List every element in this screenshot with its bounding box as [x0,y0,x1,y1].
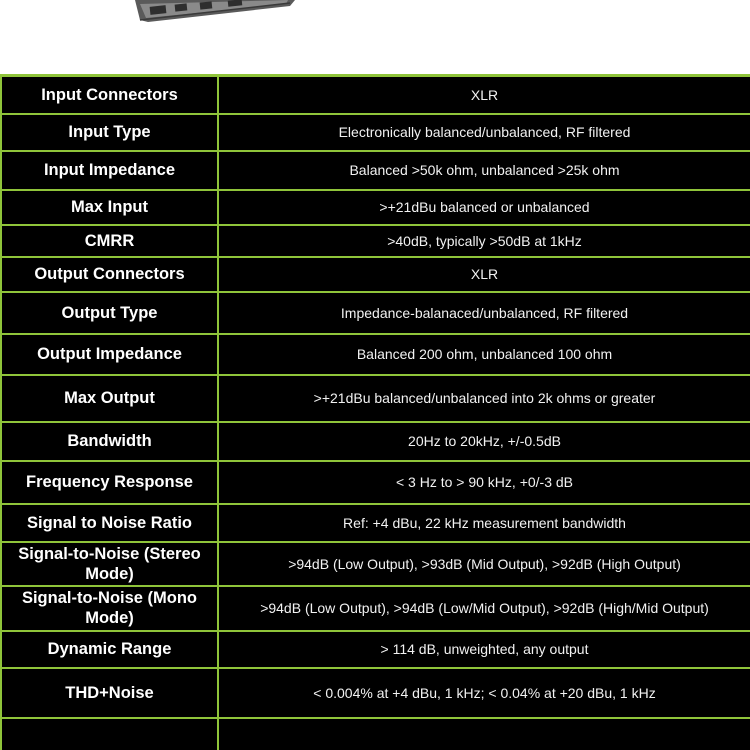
device-photo [0,0,750,30]
spec-value: >+21dBu balanced or unbalanced [218,190,750,225]
spec-label: Dynamic Range [1,631,218,668]
spec-label: Signal to Noise Ratio [1,504,218,542]
spec-label: Output Impedance [1,334,218,375]
spec-label: Signal-to-Noise (Mono Mode) [1,586,218,631]
spec-label: Signal-to-Noise (Stereo Mode) [1,542,218,586]
spec-value: 20Hz to 20kHz, +/-0.5dB [218,422,750,461]
spec-label: CMRR [1,225,218,257]
spec-row-output-impedance [1,334,750,375]
spec-row-partial [1,718,750,750]
spec-value: >40dB, typically >50dB at 1kHz [218,225,750,257]
spec-value: XLR [218,257,750,292]
spec-label: Max Output [1,375,218,422]
spec-row-max-output [1,375,750,422]
spec-value: >94dB (Low Output), >93dB (Mid Output), >92dB (High Output) [218,542,750,586]
spec-row-max-input [1,190,750,225]
spec-row-cmrr [1,225,750,257]
spec-label [1,718,218,750]
spec-value: Electronically balanced/unbalanced, RF filtered [218,114,750,151]
spec-value: Balanced 200 ohm, unbalanced 100 ohm [218,334,750,375]
spec-row-snr-stereo [1,542,750,586]
spec-value: >+21dBu balanced/unbalanced into 2k ohms or greater [218,375,750,422]
spec-row-output-type [1,292,750,334]
spec-value: Balanced >50k ohm, unbalanced >25k ohm [218,151,750,190]
spec-table [0,74,750,750]
spec-row-bandwidth [1,422,750,461]
spec-value [218,718,750,750]
spec-value: >94dB (Low Output), >94dB (Low/Mid Output), >92dB (High/Mid Output) [218,586,750,631]
spec-label: Input Impedance [1,151,218,190]
spec-value: Impedance-balanaced/unbalanced, RF filtered [218,292,750,334]
spec-value: > 114 dB, unweighted, any output [218,631,750,668]
spec-row-input-impedance [1,151,750,190]
spec-label: Max Input [1,190,218,225]
spec-label: Output Type [1,292,218,334]
spec-label: Bandwidth [1,422,218,461]
spec-label: Input Connectors [1,76,218,114]
spec-row-input-type [1,114,750,151]
spec-row-input-connectors [1,76,750,114]
spec-value: < 0.004% at +4 dBu, 1 kHz; < 0.04% at +20 dBu, 1 kHz [218,668,750,718]
spec-row-frequency-response [1,461,750,504]
spec-value: Ref: +4 dBu, 22 kHz measurement bandwidth [218,504,750,542]
spec-row-snr-mono [1,586,750,631]
spec-row-signal-to-noise-ratio [1,504,750,542]
spec-value: XLR [218,76,750,114]
spec-label: THD+Noise [1,668,218,718]
spec-row-dynamic-range [1,631,750,668]
spec-label: Frequency Response [1,461,218,504]
spec-row-output-connectors [1,257,750,292]
spec-value: < 3 Hz to > 90 kHz, +0/-3 dB [218,461,750,504]
spec-label: Output Connectors [1,257,218,292]
spec-label: Input Type [1,114,218,151]
spec-row-thd-noise [1,668,750,718]
